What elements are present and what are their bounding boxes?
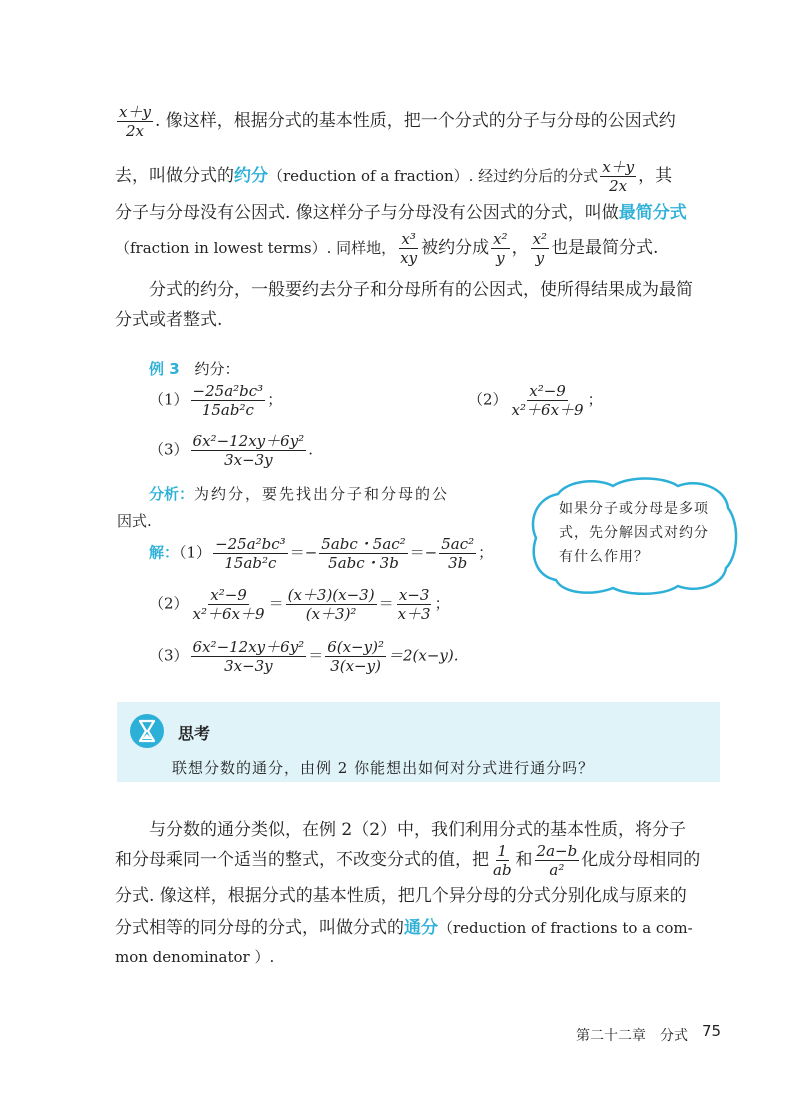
para1-line4 (115, 230, 658, 267)
denominator: 2x (125, 122, 144, 140)
text: 和 (515, 850, 533, 870)
numerator: (x＋3)(x−3) (287, 586, 375, 604)
text: （fraction in lowest terms）. 同样地， (115, 239, 397, 257)
numerator: 5abc・5ac² (321, 535, 406, 553)
numerator: x² (532, 230, 548, 248)
fraction (439, 535, 476, 572)
denominator: 3(x−y) (330, 657, 381, 675)
problem-label: （1） (149, 390, 189, 409)
denominator: a² (549, 861, 565, 879)
denominator: 15ab²c (201, 401, 254, 419)
think-title: 思考 (178, 724, 211, 743)
text: ； (478, 543, 494, 562)
problem-label: （2） (468, 390, 508, 409)
denominator: 3x−3y (224, 657, 273, 675)
example-problem-2 (468, 382, 603, 419)
para3-line1: 与分数的通分类似，在例 2（2）中，我们利用分式的基本性质，将分子 (149, 820, 687, 840)
text: ＝ (378, 594, 394, 613)
denominator: y (535, 249, 545, 267)
denominator: xy (400, 249, 418, 267)
chapter-label: 第二十二章 分式 (576, 1028, 688, 1044)
fraction (191, 382, 266, 419)
text: 也是最简分式. (551, 238, 659, 258)
numerator: 6(x−y)² (327, 638, 384, 656)
numerator: 6x²−12xy＋6y² (192, 638, 305, 656)
numerator: 2a−b (536, 842, 578, 860)
example-problem-3 (149, 432, 313, 469)
numerator: 5ac² (441, 535, 475, 553)
fraction (535, 842, 580, 879)
numerator: x² (493, 230, 508, 248)
fraction (286, 586, 377, 623)
para1-line1 (115, 103, 676, 140)
text: ＝ (308, 646, 324, 665)
para2-line1: 分式的约分，一般要约去分子和分母所有的公因式，使所得结果成为最简 (149, 280, 693, 300)
para3-line5: mon denominator ）. (115, 948, 275, 966)
text: （reduction of fractions to a com- (438, 919, 693, 937)
text: ＝− (289, 543, 318, 562)
text: 被约分成 (421, 238, 490, 258)
fraction (600, 158, 636, 195)
think-text: 联想分数的通分，由例 2 你能想出如何对分式进行通分吗？ (172, 759, 595, 777)
denominator: x²＋6x＋9 (192, 605, 265, 623)
example-heading (149, 358, 239, 379)
fraction (117, 103, 153, 140)
denominator: (x＋3)² (305, 605, 357, 623)
solution-step-1 (149, 535, 493, 572)
denominator: 3x−3y (224, 451, 273, 469)
numerator: x²−9 (210, 586, 247, 604)
step-label: （3） (149, 646, 189, 665)
fraction (510, 382, 586, 419)
term-reduction: 约分 (234, 166, 268, 186)
numerator: x−3 (398, 586, 430, 604)
text: ，其 (638, 166, 673, 186)
numerator: 6x²−12xy＋6y² (192, 432, 305, 450)
numerator: x³ (401, 230, 416, 248)
fraction (191, 586, 267, 623)
cloud-text: 如果分子或分母是多项式，先分解因式对约分有什么作用？ (559, 501, 709, 565)
term-common-denominator: 通分 (404, 918, 438, 938)
text: ＝2(x−y). (387, 646, 459, 665)
text: ＝− (409, 543, 438, 562)
hourglass-icon (129, 713, 165, 749)
example-label: 例 3 (149, 360, 180, 378)
numerator: x＋y (602, 158, 635, 176)
fraction (319, 535, 407, 572)
text: . 像这样，根据分式的基本性质，把一个分式的分子与分母的公因式约 (154, 111, 676, 131)
numerator: −25a²bc³ (192, 382, 264, 400)
text: 化成分母相同的 (581, 850, 701, 870)
denominator: 2x (609, 177, 628, 195)
text: 分式相等的同分母的分式，叫做分式的 (115, 918, 404, 938)
para2-line2: 分式或者整式. (115, 310, 223, 330)
text: ， (511, 238, 529, 258)
fraction (396, 586, 433, 623)
denominator: x＋3 (397, 605, 431, 623)
text: ＝ (268, 594, 284, 613)
text: 和分母乘同一个适当的整式，不改变分式的值，把 (115, 850, 489, 870)
fraction (491, 230, 509, 267)
numerator: 1 (497, 842, 508, 860)
fraction (491, 842, 514, 879)
analysis-line2: 因式. (117, 512, 152, 530)
numerator: x＋y (119, 103, 151, 121)
numerator: −25a²bc³ (215, 535, 286, 553)
example-title: 约分： (194, 360, 240, 378)
solution-step-3 (149, 638, 459, 675)
step-label: （1） (179, 543, 212, 562)
page-number: 75 (702, 1022, 722, 1040)
numerator: x²−9 (529, 382, 566, 400)
para3-line4 (115, 916, 693, 940)
para3-line2 (115, 842, 700, 879)
term-lowest-terms: 最简分式 (618, 203, 687, 223)
step-label: （2） (149, 594, 189, 613)
text: 分子与分母没有公因式. 像这样分子与分母没有公因式的分式，叫做 (115, 203, 619, 223)
fraction (325, 638, 386, 675)
denominator: x²＋6x＋9 (511, 401, 584, 419)
text: ； (434, 594, 450, 613)
solution-label: 解： (149, 543, 180, 562)
analysis-line1 (149, 483, 449, 504)
text: 去，叫做分式的 (115, 166, 234, 186)
para3-line3: 分式. 像这样，根据分式的基本性质，把几个异分母的分式分别化成与原来的 (115, 886, 687, 906)
text: （reduction of a fraction）. 经过约分后的分式 (268, 167, 599, 185)
text: . (308, 440, 313, 459)
fraction (191, 638, 307, 675)
analysis-label: 分析： (149, 485, 195, 503)
denominator: ab (493, 861, 512, 879)
text: ； (587, 390, 603, 409)
para1-line3 (115, 201, 687, 225)
denominator: 3b (448, 554, 468, 572)
fraction (191, 432, 307, 469)
example-problem-1 (149, 382, 282, 419)
fraction (531, 230, 549, 267)
solution-step-2 (149, 586, 450, 623)
text: ； (267, 390, 283, 409)
fraction (213, 535, 288, 572)
denominator: 15ab²c (224, 554, 277, 572)
denominator: y (496, 249, 505, 267)
denominator: 5abc・3b (328, 554, 399, 572)
fraction (398, 230, 419, 267)
para1-line2 (115, 158, 672, 195)
problem-label: （3） (149, 440, 189, 459)
text: 为约分，要先找出分子和分母的公 (194, 485, 450, 503)
